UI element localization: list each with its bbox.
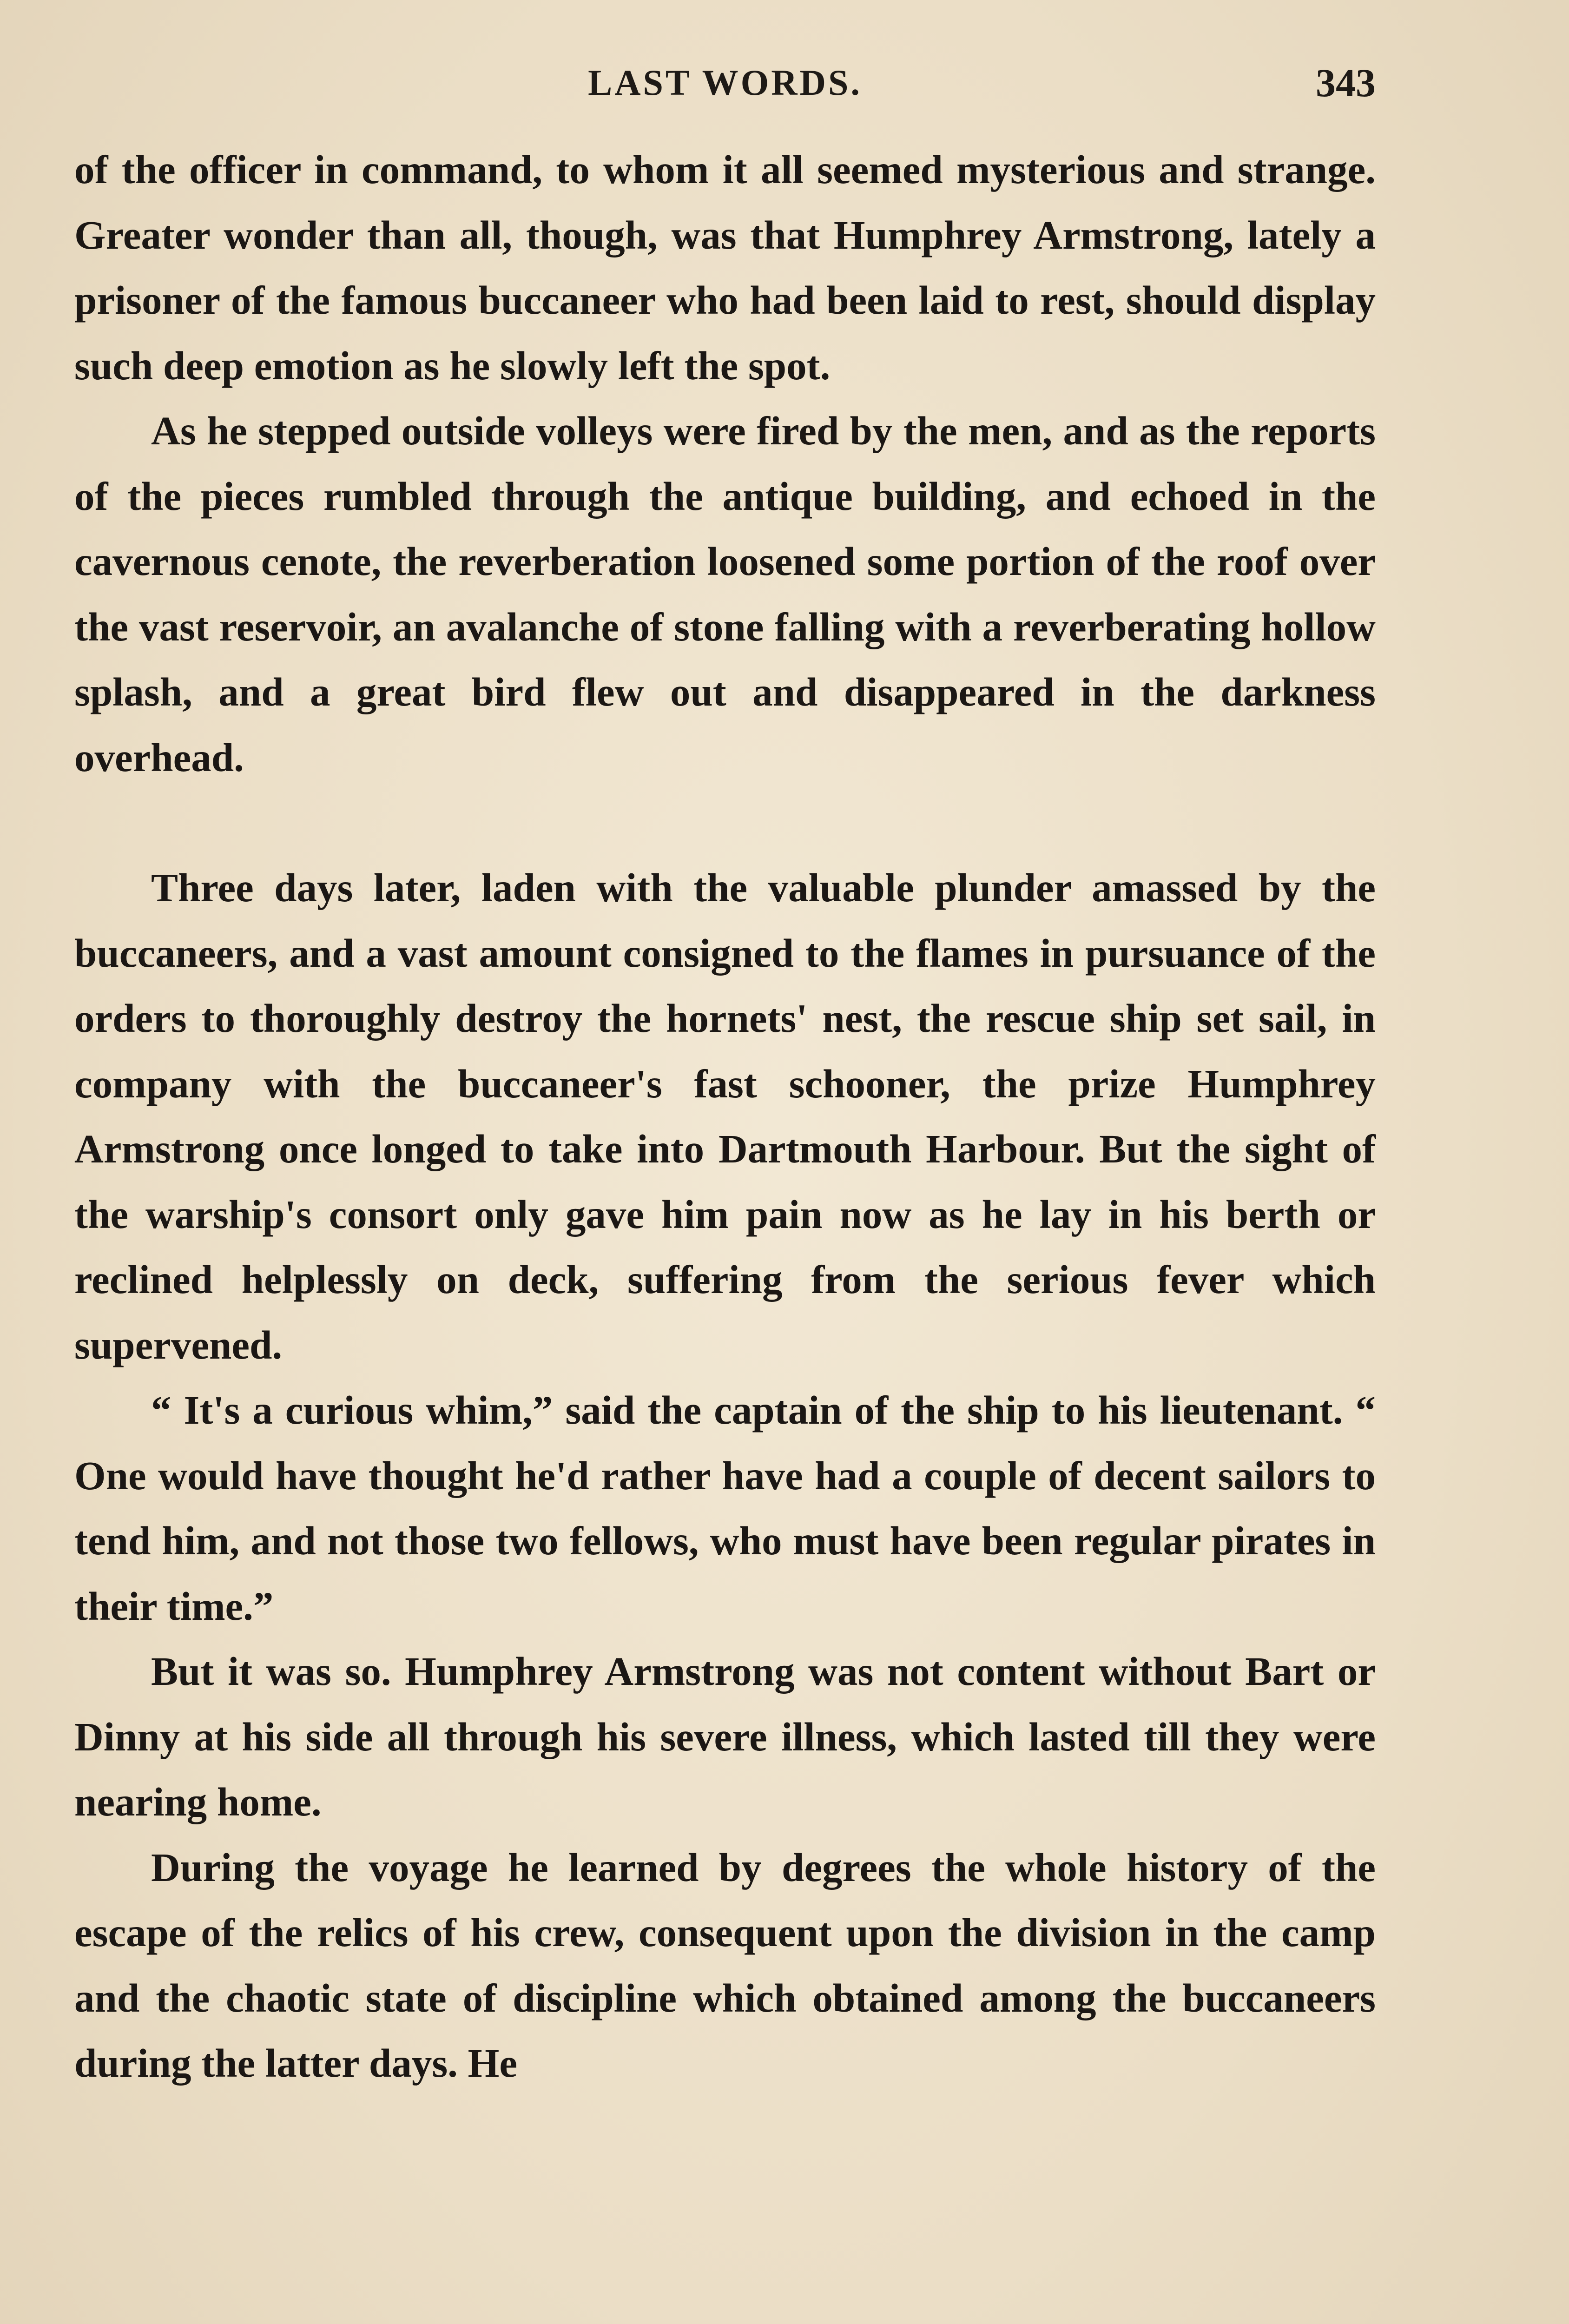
paragraph: During the voyage he learned by degrees the whole history of the escape of the relics of his crew, consequent upon the division in the camp and the chaotic state of discipline which obtained among the buccaneers during the latter days. He — [74, 1844, 1376, 2086]
paragraph: Three days later, laden with the valuable plunder amassed by the buccaneers, and a vast amount consigned to the flames in pursuance of the orders to thoroughly destroy the hornets' nest, the rescue ship set sail, in company with the buccaneer's fast schooner, the prize Humphrey Armstrong once longed to take into Dartmouth Harbour. But the sight of the warship's consort only gave him pain now as he lay in his berth or reclined helplessly on deck, suffering from the serious fever which supervened. — [74, 865, 1376, 1367]
page-header — [74, 55, 1376, 111]
paragraph: of the officer in command, to whom it all seemed mysterious and strange. Greater wonder than all, though, was that Humphrey Armstrong, lately a prisoner of the famous buccaneer who had been laid to rest, should display such deep emotion as he slowly left the spot. — [74, 147, 1376, 388]
paragraph: As he stepped outside volleys were fired by the men, and as the reports of the pieces rumbled through the antique building, and echoed in the cavernous cenote, the reverberation loosened some portion of the roof over the vast reservoir, an avalanche of stone falling with a reverberating hollow splash, and a great bird flew out and disappeared in the darkness overhead. — [74, 408, 1376, 780]
paragraph: But it was so. Humphrey Armstrong was not content without Bart or Dinny at his side all through his severe illness, which lasted till they were nearing home. — [74, 1649, 1376, 1824]
paragraph: “ It's a curious whim,” said the captain of the ship to his lieutenant. “ One would have thought he'd rather have had a couple of decent sailors to tend him, and not those two fellows, who must have been regular pirates in their time.” — [74, 1387, 1376, 1629]
body-text — [74, 137, 1376, 2096]
section-break — [74, 790, 1376, 855]
page-number: 343 — [1316, 60, 1376, 105]
running-title: LAST WORDS. — [588, 62, 862, 103]
